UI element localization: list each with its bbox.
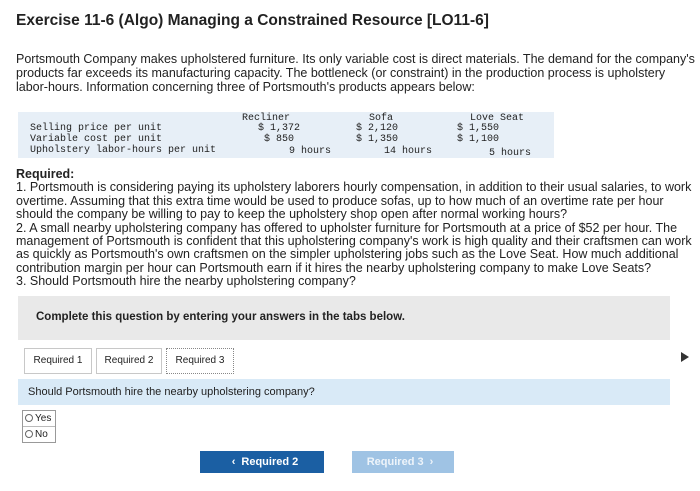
required-item-1: 1. Portsmouth is considering paying its upholstery laborers hourly compensation, in addition to their usual salaries, to work overtime. Assuming that this extra time would be used to produce sofas, up to how much of an overtime rate per hour should the company be willing to pay to keep the upholstery shop open after normal working hours? [16,180,692,222]
cell-love-seat-price: $ 1,550 [457,123,500,134]
option-yes[interactable] [23,411,55,426]
chevron-left-icon: ‹ [231,456,236,468]
previous-tab-button[interactable] [200,451,324,473]
next-tab-button[interactable] [352,451,454,473]
question-bar [18,379,670,405]
intro-paragraph: Portsmouth Company makes upholstered furniture. Its only variable cost is direct materials. The demand for the company's products far exceeds its manufacturing capacity. The bottleneck (or constraint) in the production process is upholstery labor-hours. Information concerning three of Portsmouth's products appears below: [16,52,695,94]
option-yes-label: Yes [35,413,52,424]
arrow-right-icon [681,352,689,362]
row-label-selling-price: Selling price per unit [30,123,163,134]
product-data-table [18,112,554,158]
answer-options [22,410,56,443]
cell-recliner-cost: $ 850 [264,134,295,145]
required-item-2: 2. A small nearby upholstering company has offered to upholster furniture for Portsmouth at a price of $52 per hour. The management of Portsmouth is confident that this upholstering company's work is high quality and their craftsmen can work as quickly as Portsmouth's own craftsmen on the simpler upholstering jobs such as the Love Seat. How much additional contribution margin per hour can Portsmouth earn if it hires the nearby upholstering company to make Love Seats? [16,220,692,275]
tab-required-2[interactable]: Required 2 [96,348,162,374]
chevron-right-icon: › [429,456,434,468]
instructions-text: Complete this question by entering your answers in the tabs below. [36,311,405,323]
tab-required-3[interactable]: Required 3 [166,348,234,374]
cell-recliner-price: $ 1,372 [258,123,301,134]
column-header-love-seat: Love Seat [470,113,525,124]
next-tab-label: Required 3 [366,456,424,468]
required-item-3: 3. Should Portsmouth hire the nearby upholstering company? [16,274,356,289]
instructions-bar [18,296,670,340]
cell-recliner-hours: 9 hours [289,146,332,157]
tab-required-1[interactable]: Required 1 [24,348,92,374]
row-label-labor-hours: Upholstery labor-hours per unit [30,145,217,156]
radio-circle-icon[interactable] [25,414,33,422]
required-section [16,168,696,289]
cell-sofa-price: $ 2,120 [356,123,399,134]
cell-love-seat-cost: $ 1,100 [457,134,500,145]
question-text: Should Portsmouth hire the nearby upholstering company? [28,386,315,398]
cell-sofa-cost: $ 1,350 [356,134,399,145]
row-label-variable-cost: Variable cost per unit [30,134,163,145]
option-no[interactable] [23,426,55,442]
cell-sofa-hours: 14 hours [384,146,433,157]
column-header-sofa: Sofa [369,113,394,124]
previous-tab-label: Required 2 [241,456,299,468]
required-heading: Required: [16,167,75,181]
radio-circle-icon[interactable] [25,430,33,438]
column-header-recliner: Recliner [242,113,291,124]
cell-love-seat-hours: 5 hours [489,148,532,159]
exercise-title: Exercise 11-6 (Algo) Managing a Constrained Resource [LO11-6] [16,12,489,29]
option-no-label: No [35,429,48,440]
